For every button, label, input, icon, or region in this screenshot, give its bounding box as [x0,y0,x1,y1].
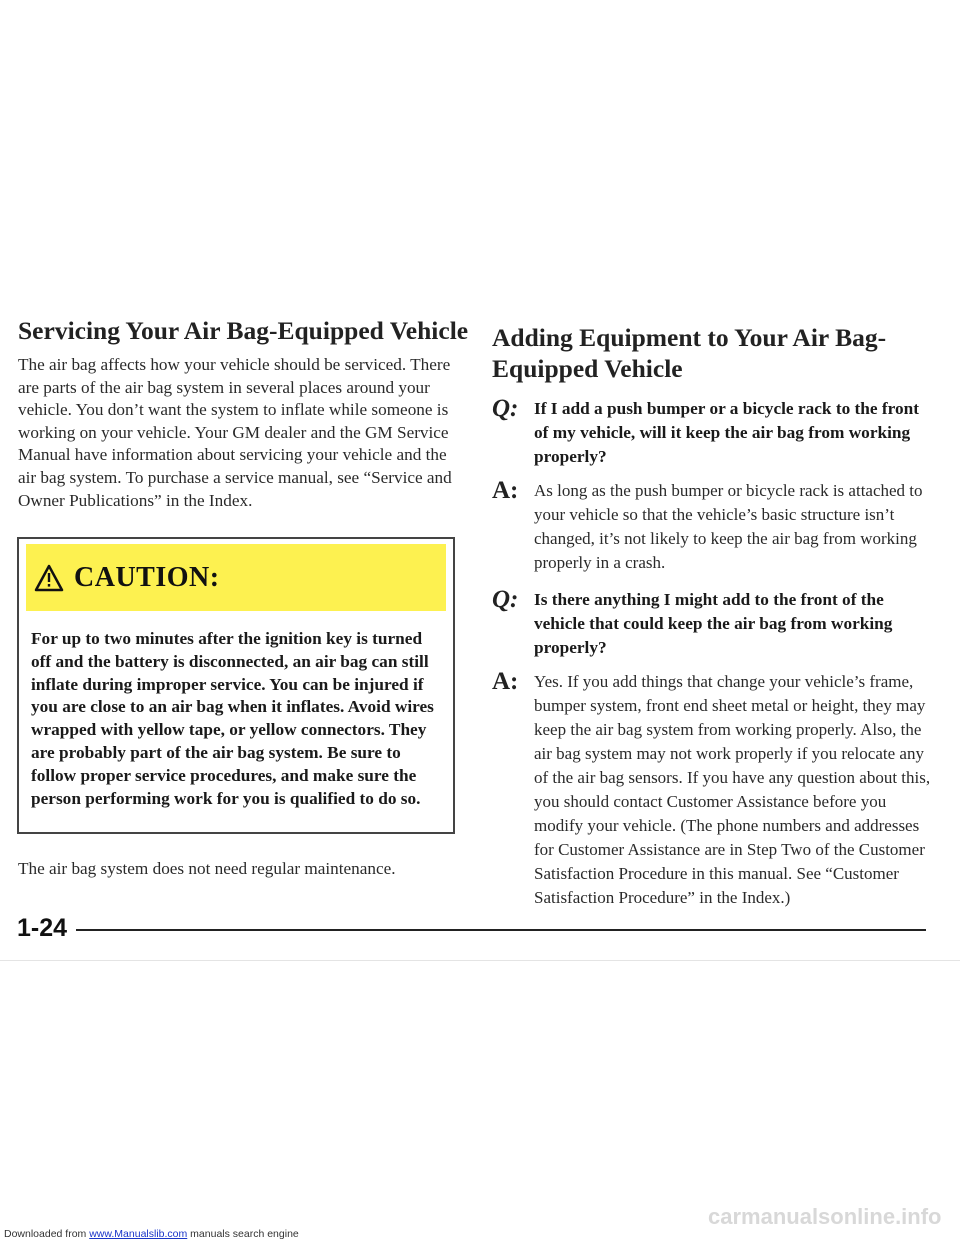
servicing-section-title: Servicing Your Air Bag-Equipped Vehicle [18,316,469,345]
left-column [18,316,469,512]
watermark-site-name: carmanualsonline.info [708,1204,942,1229]
answer-1 [492,479,932,575]
maintenance-text: The air bag system does not need regular maintenance. [18,859,396,878]
answer-marker: A: [492,668,519,695]
answer-2-text: Yes. If you add things that change your vehicle’s frame, bumper system, front end sheet metal or height, they may keep the air bag system from working properly. Also, the air bag system may not work properly if you relocate any of the air bag sensors. If you have any question about this, you should contact Customer Assistance before you modify your vehicle. (The phone numbers and addresses for Customer Assistance are in Step Two of the Customer Satisfaction Procedure in this manual. See “Customer Satisfaction Procedure” in the Index.) [534,672,931,907]
caution-header [26,544,446,611]
question-1 [492,397,932,469]
right-column [492,322,932,910]
page-number: 1-24 [17,914,68,942]
page-divider [0,960,960,961]
answer-2 [492,670,932,910]
question-1-text: If I add a push bumper or a bicycle rack to the front of my vehicle, will it keep the air bag from working properly? [534,399,920,466]
manualslib-link[interactable]: www.Manualslib.com [89,1228,188,1240]
watermark-prefix: Downloaded from [4,1228,90,1240]
servicing-body-text: The air bag affects how your vehicle should be serviced. There are parts of the air bag system in several places around your vehicle. You don’t want the system to inflate while someone is working on your vehicle. Your GM dealer and the GM Service Manual have information about servicing your vehicle and the air bag system. To purchase a service manual, see “Service and Owner Publications” in the Index. [18,355,452,510]
question-2 [492,588,932,660]
caution-label: CAUTION: [74,561,220,593]
warning-triangle-icon [34,564,64,592]
watermark-suffix: manuals search engine [187,1228,299,1240]
answer-1-text: As long as the push bumper or bicycle rack is attached to your vehicle so that the vehicle’s basic structure isn’t changed, it’s not likely to keep the air bag from working properly in a crash. [534,481,923,572]
adding-equipment-title: Adding Equipment to Your Air Bag-Equipped Vehicle [492,323,887,383]
caution-text: For up to two minutes after the ignition key is turned off and the battery is disconnected, an air bag can still inflate during improper service. You can be injured if you are close to an air bag when it inflates. Avoid wires wrapped with yellow tape, or yellow connectors. They are probably part of the air bag system. Be sure to follow proper service procedures, and make sure the person performing work for you is qualified to do so. [31,629,434,808]
download-watermark [4,1228,299,1240]
footer-rule [76,929,926,931]
question-marker: Q: [492,586,519,613]
question-2-text: Is there anything I might add to the front of the vehicle that could keep the air bag from working properly? [534,590,893,657]
caution-box [17,537,455,834]
question-marker: Q: [492,395,519,422]
answer-marker: A: [492,477,519,504]
